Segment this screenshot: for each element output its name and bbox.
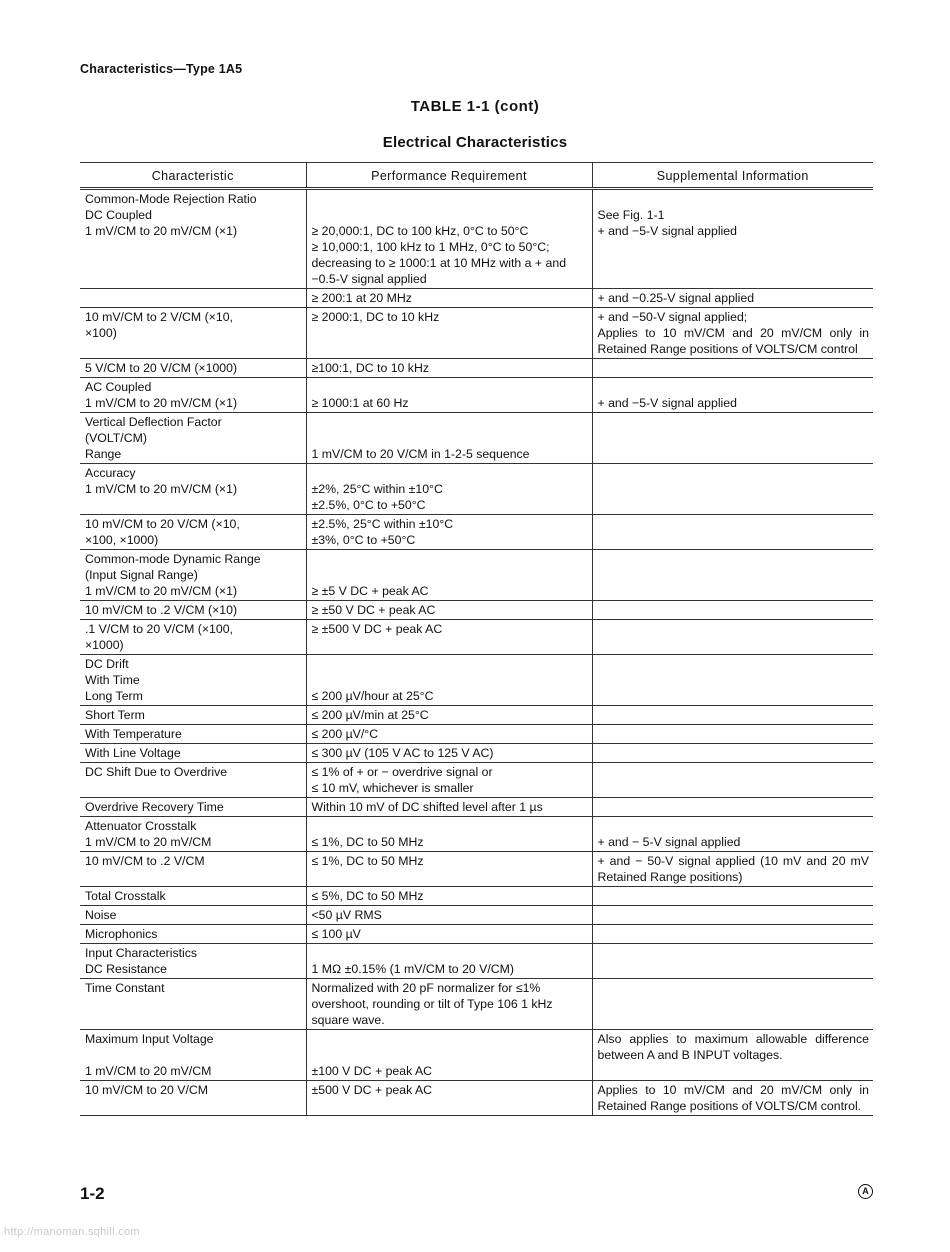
table-title: TABLE 1-1 (cont)	[410, 98, 540, 115]
cell-performance: ≤ 1%, DC to 50 MHz	[306, 817, 592, 852]
cell-performance: ≥ 20,000:1, DC to 100 kHz, 0°C to 50°C ≥ 10,000:1, 100 kHz to 1 MHz, 0°C to 50°C; decreasing to ≥ 1000:1 at 10 MHz with a + and −0.5-V signal applied	[306, 189, 592, 289]
table-header-row	[80, 163, 873, 189]
cell-characteristic: Time Constant	[80, 979, 306, 1030]
cell-supplemental: + and −0.25-V signal applied	[592, 289, 873, 308]
table-row	[80, 744, 873, 763]
cell-performance: ≥ ±50 V DC + peak AC	[306, 601, 592, 620]
cell-characteristic: 5 V/CM to 20 V/CM (×1000)	[80, 359, 306, 378]
table-row	[80, 620, 873, 655]
cell-performance: ±100 V DC + peak AC	[306, 1030, 592, 1081]
cell-performance: ≥ ±500 V DC + peak AC	[306, 620, 592, 655]
cell-supplemental	[592, 763, 873, 798]
cell-supplemental	[592, 887, 873, 906]
table-row	[80, 887, 873, 906]
table-row	[80, 464, 873, 515]
cell-performance: ±500 V DC + peak AC	[306, 1081, 592, 1116]
cell-characteristic: Maximum Input Voltage 1 mV/CM to 20 mV/CM	[80, 1030, 306, 1081]
cell-performance: ≤ 200 µV/min at 25°C	[306, 706, 592, 725]
table-row	[80, 289, 873, 308]
table-subtitle: Electrical Characteristics	[382, 134, 568, 151]
cell-characteristic: Overdrive Recovery Time	[80, 798, 306, 817]
cell-characteristic: 10 mV/CM to 20 V/CM (×10, ×100, ×1000)	[80, 515, 306, 550]
cell-performance: ≤ 200 µV/hour at 25°C	[306, 655, 592, 706]
cell-performance: ≥ 200:1 at 20 MHz	[306, 289, 592, 308]
cell-supplemental	[592, 655, 873, 706]
cell-supplemental: + and − 5-V signal applied	[592, 817, 873, 852]
table-row	[80, 979, 873, 1030]
cell-supplemental	[592, 620, 873, 655]
table-row	[80, 817, 873, 852]
cell-supplemental: Also applies to maximum allowable difference between A and B INPUT voltages.	[592, 1030, 873, 1081]
cell-characteristic: Common-mode Dynamic Range (Input Signal Range) 1 mV/CM to 20 mV/CM (×1)	[80, 550, 306, 601]
table-row	[80, 798, 873, 817]
column-header-performance: Performance Requirement	[306, 163, 592, 189]
running-header: Characteristics—Type 1A5	[80, 62, 243, 76]
table-row	[80, 706, 873, 725]
cell-characteristic: Noise	[80, 906, 306, 925]
table-row	[80, 725, 873, 744]
cell-performance: ±2.5%, 25°C within ±10°C ±3%, 0°C to +50°C	[306, 515, 592, 550]
revision-mark-icon: A	[858, 1184, 873, 1199]
cell-performance: ≥ 1000:1 at 60 Hz	[306, 378, 592, 413]
table-row	[80, 852, 873, 887]
cell-performance: ≤ 200 µV/°C	[306, 725, 592, 744]
cell-performance: 1 mV/CM to 20 V/CM in 1-2-5 sequence	[306, 413, 592, 464]
cell-characteristic: With Temperature	[80, 725, 306, 744]
table-row	[80, 1030, 873, 1081]
cell-characteristic: Short Term	[80, 706, 306, 725]
cell-supplemental	[592, 979, 873, 1030]
cell-performance: Normalized with 20 pF normalizer for ≤1% overshoot, rounding or tilt of Type 106 1 kHz square wave.	[306, 979, 592, 1030]
table-row	[80, 413, 873, 464]
cell-supplemental	[592, 413, 873, 464]
cell-characteristic	[80, 289, 306, 308]
cell-characteristic: Vertical Deflection Factor (VOLT/CM) Range	[80, 413, 306, 464]
cell-characteristic: Input Characteristics DC Resistance	[80, 944, 306, 979]
column-header-characteristic: Characteristic	[80, 163, 306, 189]
cell-supplemental: + and −5-V signal applied	[592, 378, 873, 413]
table-row	[80, 359, 873, 378]
cell-performance: ≥ 2000:1, DC to 10 kHz	[306, 308, 592, 359]
cell-supplemental	[592, 550, 873, 601]
cell-characteristic: Attenuator Crosstalk 1 mV/CM to 20 mV/CM	[80, 817, 306, 852]
column-header-supplemental: Supplemental Information	[592, 163, 873, 189]
cell-characteristic: DC Drift With Time Long Term	[80, 655, 306, 706]
table-row	[80, 515, 873, 550]
cell-supplemental	[592, 798, 873, 817]
cell-supplemental	[592, 515, 873, 550]
cell-supplemental	[592, 744, 873, 763]
cell-supplemental: + and − 50-V signal applied (10 mV and 20 mV Retained Range positions)	[592, 852, 873, 887]
cell-performance: <50 µV RMS	[306, 906, 592, 925]
table-row	[80, 944, 873, 979]
page-number: 1-2	[80, 1184, 105, 1203]
cell-performance: ≤ 300 µV (105 V AC to 125 V AC)	[306, 744, 592, 763]
table-row	[80, 655, 873, 706]
cell-supplemental	[592, 906, 873, 925]
cell-performance: ≤ 1% of + or − overdrive signal or ≤ 10 mV, whichever is smaller	[306, 763, 592, 798]
cell-characteristic: Total Crosstalk	[80, 887, 306, 906]
cell-supplemental	[592, 725, 873, 744]
table-body	[80, 189, 873, 1116]
cell-performance: Within 10 mV of DC shifted level after 1 µs	[306, 798, 592, 817]
cell-characteristic: Microphonics	[80, 925, 306, 944]
cell-performance: ±2%, 25°C within ±10°C ±2.5%, 0°C to +50°C	[306, 464, 592, 515]
table-row	[80, 763, 873, 798]
cell-characteristic: .1 V/CM to 20 V/CM (×100, ×1000)	[80, 620, 306, 655]
cell-supplemental	[592, 359, 873, 378]
cell-performance: 1 MΩ ±0.15% (1 mV/CM to 20 V/CM)	[306, 944, 592, 979]
table-row	[80, 906, 873, 925]
cell-supplemental	[592, 601, 873, 620]
electrical-characteristics-table	[80, 162, 873, 1116]
cell-performance: ≤ 1%, DC to 50 MHz	[306, 852, 592, 887]
cell-characteristic: Common-Mode Rejection Ratio DC Coupled 1 mV/CM to 20 mV/CM (×1)	[80, 189, 306, 289]
table-row	[80, 550, 873, 601]
table-row	[80, 925, 873, 944]
cell-supplemental	[592, 925, 873, 944]
cell-characteristic: 10 mV/CM to .2 V/CM	[80, 852, 306, 887]
cell-performance: ≤ 100 µV	[306, 925, 592, 944]
cell-characteristic: 10 mV/CM to 2 V/CM (×10, ×100)	[80, 308, 306, 359]
cell-supplemental: See Fig. 1-1 + and −5-V signal applied	[592, 189, 873, 289]
cell-characteristic: With Line Voltage	[80, 744, 306, 763]
table-row	[80, 601, 873, 620]
table-row	[80, 1081, 873, 1116]
cell-performance: ≤ 5%, DC to 50 MHz	[306, 887, 592, 906]
watermark-url: http://manoman.sqhill.com	[4, 1226, 140, 1238]
cell-characteristic: 10 mV/CM to .2 V/CM (×10)	[80, 601, 306, 620]
cell-supplemental	[592, 944, 873, 979]
cell-performance: ≥100:1, DC to 10 kHz	[306, 359, 592, 378]
cell-supplemental: + and −50-V signal applied; Applies to 10 mV/CM and 20 mV/CM only in Retained Range positions of VOLTS/CM control	[592, 308, 873, 359]
cell-characteristic: Accuracy 1 mV/CM to 20 mV/CM (×1)	[80, 464, 306, 515]
table-row	[80, 378, 873, 413]
cell-supplemental: Applies to 10 mV/CM and 20 mV/CM only in Retained Range positions of VOLTS/CM control.	[592, 1081, 873, 1116]
cell-characteristic: AC Coupled 1 mV/CM to 20 mV/CM (×1)	[80, 378, 306, 413]
cell-performance: ≥ ±5 V DC + peak AC	[306, 550, 592, 601]
cell-characteristic: 10 mV/CM to 20 V/CM	[80, 1081, 306, 1116]
cell-characteristic: DC Shift Due to Overdrive	[80, 763, 306, 798]
cell-supplemental	[592, 464, 873, 515]
table-row	[80, 308, 873, 359]
table-row	[80, 189, 873, 289]
cell-supplemental	[592, 706, 873, 725]
